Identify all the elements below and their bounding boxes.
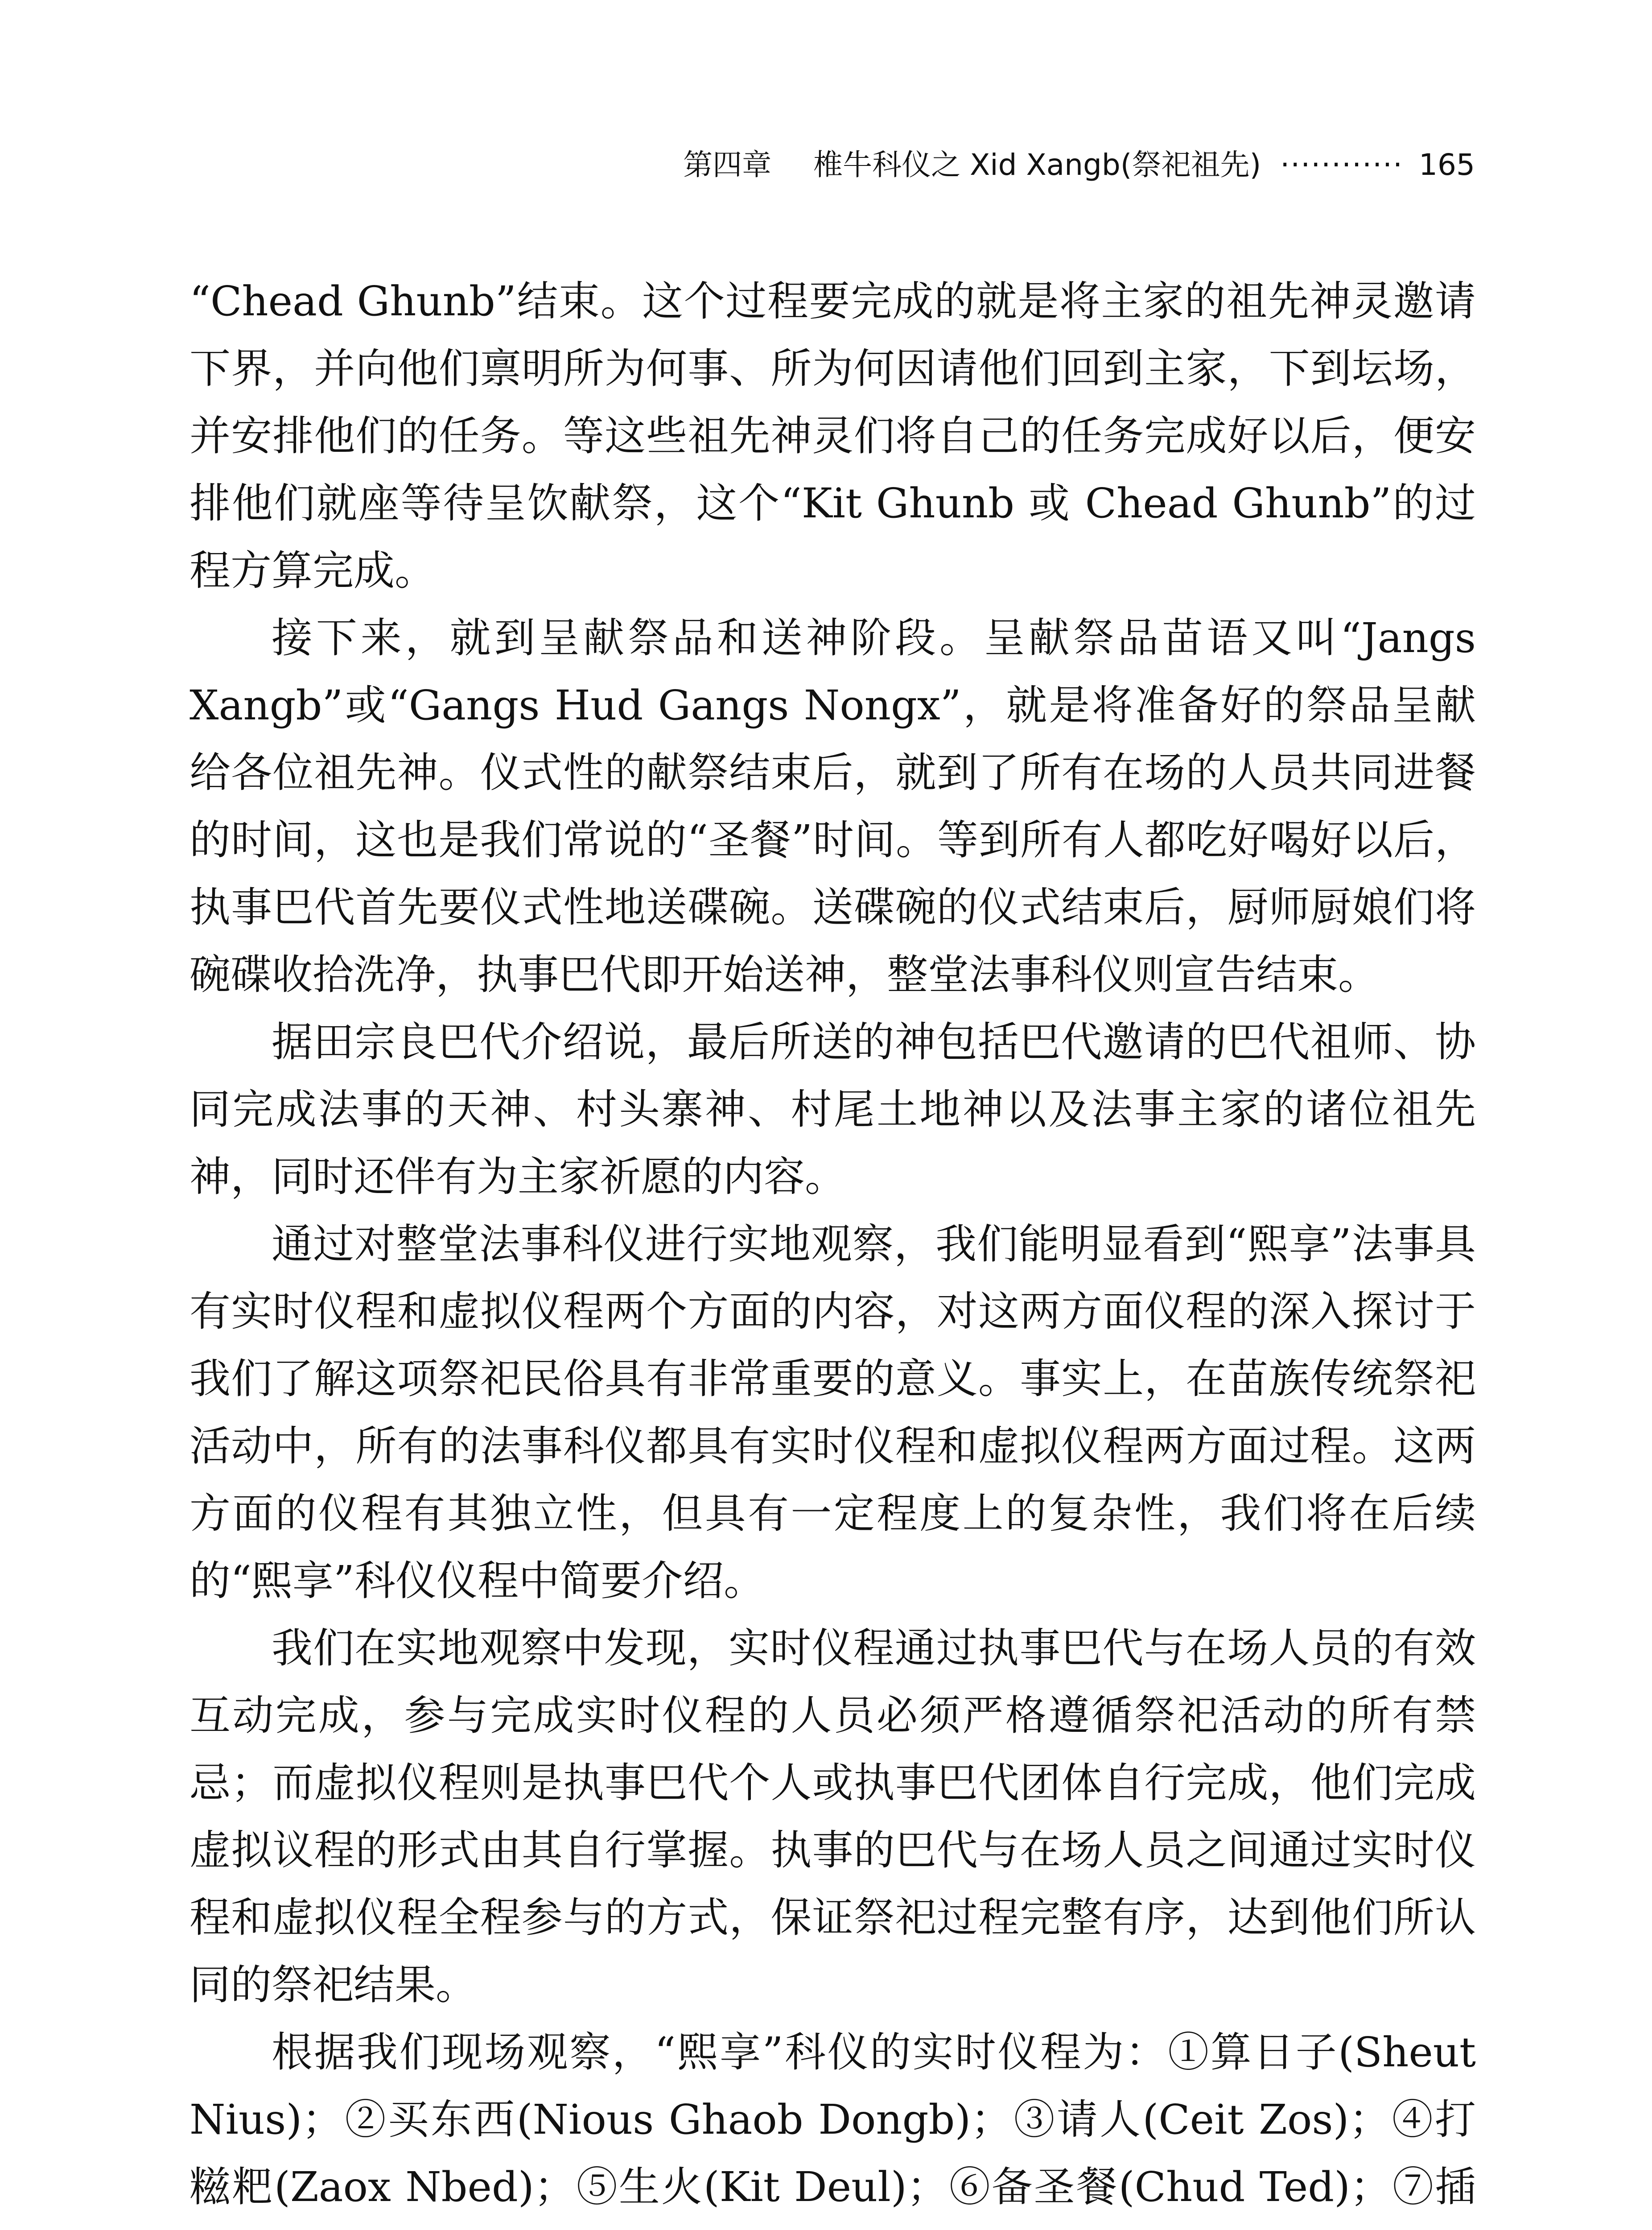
paragraph: “Chead Ghunb”结束。这个过程要完成的就是将主家的祖先神灵邀请下界，并向他们禀明所为何事、所为何因请他们回到主家，下到坛场，并安排他们的任务。等这些祖先神灵们将自己的任务完成好以后，便安排他们就座等待呈饮献祭，这个“Kit Ghunb 或 Chead Ghunb”的过程方算完成。 xyxy=(190,277,1476,595)
chapter-title: 椎牛科仪之 Xid Xangb(祭祀祖先) xyxy=(813,148,1261,182)
paragraph: 我们在实地观察中发现，实时仪程通过执事巴代与在场人员的有效互动完成，参与完成实时仪程的人员必须严格遵循祭祀活动的所有禁忌；而虚拟仪程则是执事巴代个人或执事巴代团体自行完成，他们完成虚拟议程的形式由其自行掌握。执事的巴代与在场人员之间通过实时仪程和虚拟仪程全程参与的方式，保证祭祀过程完整有序，达到他们所认同的祭祀结果。 xyxy=(190,1624,1476,2009)
dot-leader: ············ xyxy=(1280,148,1404,182)
page-number: 165 xyxy=(1419,148,1475,182)
paragraph: 通过对整堂法事科仪进行实地观察，我们能明显看到“熙享”法事具有实时仪程和虚拟仪程两个方面的内容，对这两方面仪程的深入探讨于我们了解这项祭祀民俗具有非常重要的意义。事实上，在苗族传统祭祀活动中，所有的法事科仪都具有实时仪程和虚拟仪程两方面过程。这两方面的仪程有其独立性，但具有一定程度上的复杂性，我们将在后续的“熙享”科仪仪程中简要介绍。 xyxy=(190,1220,1476,1605)
running-head xyxy=(589,145,1475,185)
paragraph: 接下来，就到呈献祭品和送神阶段。呈献祭品苗语又叫“Jangs Xangb”或“Gangs Hud Gangs Nongx”，就是将准备好的祭品呈献给各位祖先神。仪式性的献祭结束后，就到了所有在场的人员共同进餐的时间，这也是我们常说的“圣餐”时间。等到所有人都吃好喝好以后，执事巴代首先要仪式性地送碟碗。送碟碗的仪式结束后，厨师厨娘们将碗碟收拾洗净，执事巴代即开始送神，整堂法事科仪则宣告结束。 xyxy=(190,614,1476,999)
paragraph: 根据我们现场观察，“熙享”科仪的实时仪程为：①算日子(Sheut Nius)；②买东西(Nious Ghaob Dongb)；③请人(Ceit Zos)；④打糍粑(Zaox Nbed)；⑤生火(Kit Deul)；⑥备圣餐(Chud Ted)；⑦插 xyxy=(190,2028,1476,2211)
paragraph: 据田宗良巴代介绍说，最后所送的神包括巴代邀请的巴代祖师、协同完成法事的天神、村头寨神、村尾土地神以及法事主家的诸位祖先神，同时还伴有为主家祈愿的内容。 xyxy=(190,1018,1476,1201)
body-text xyxy=(190,268,1476,2230)
chapter-label: 第四章 xyxy=(683,148,772,182)
